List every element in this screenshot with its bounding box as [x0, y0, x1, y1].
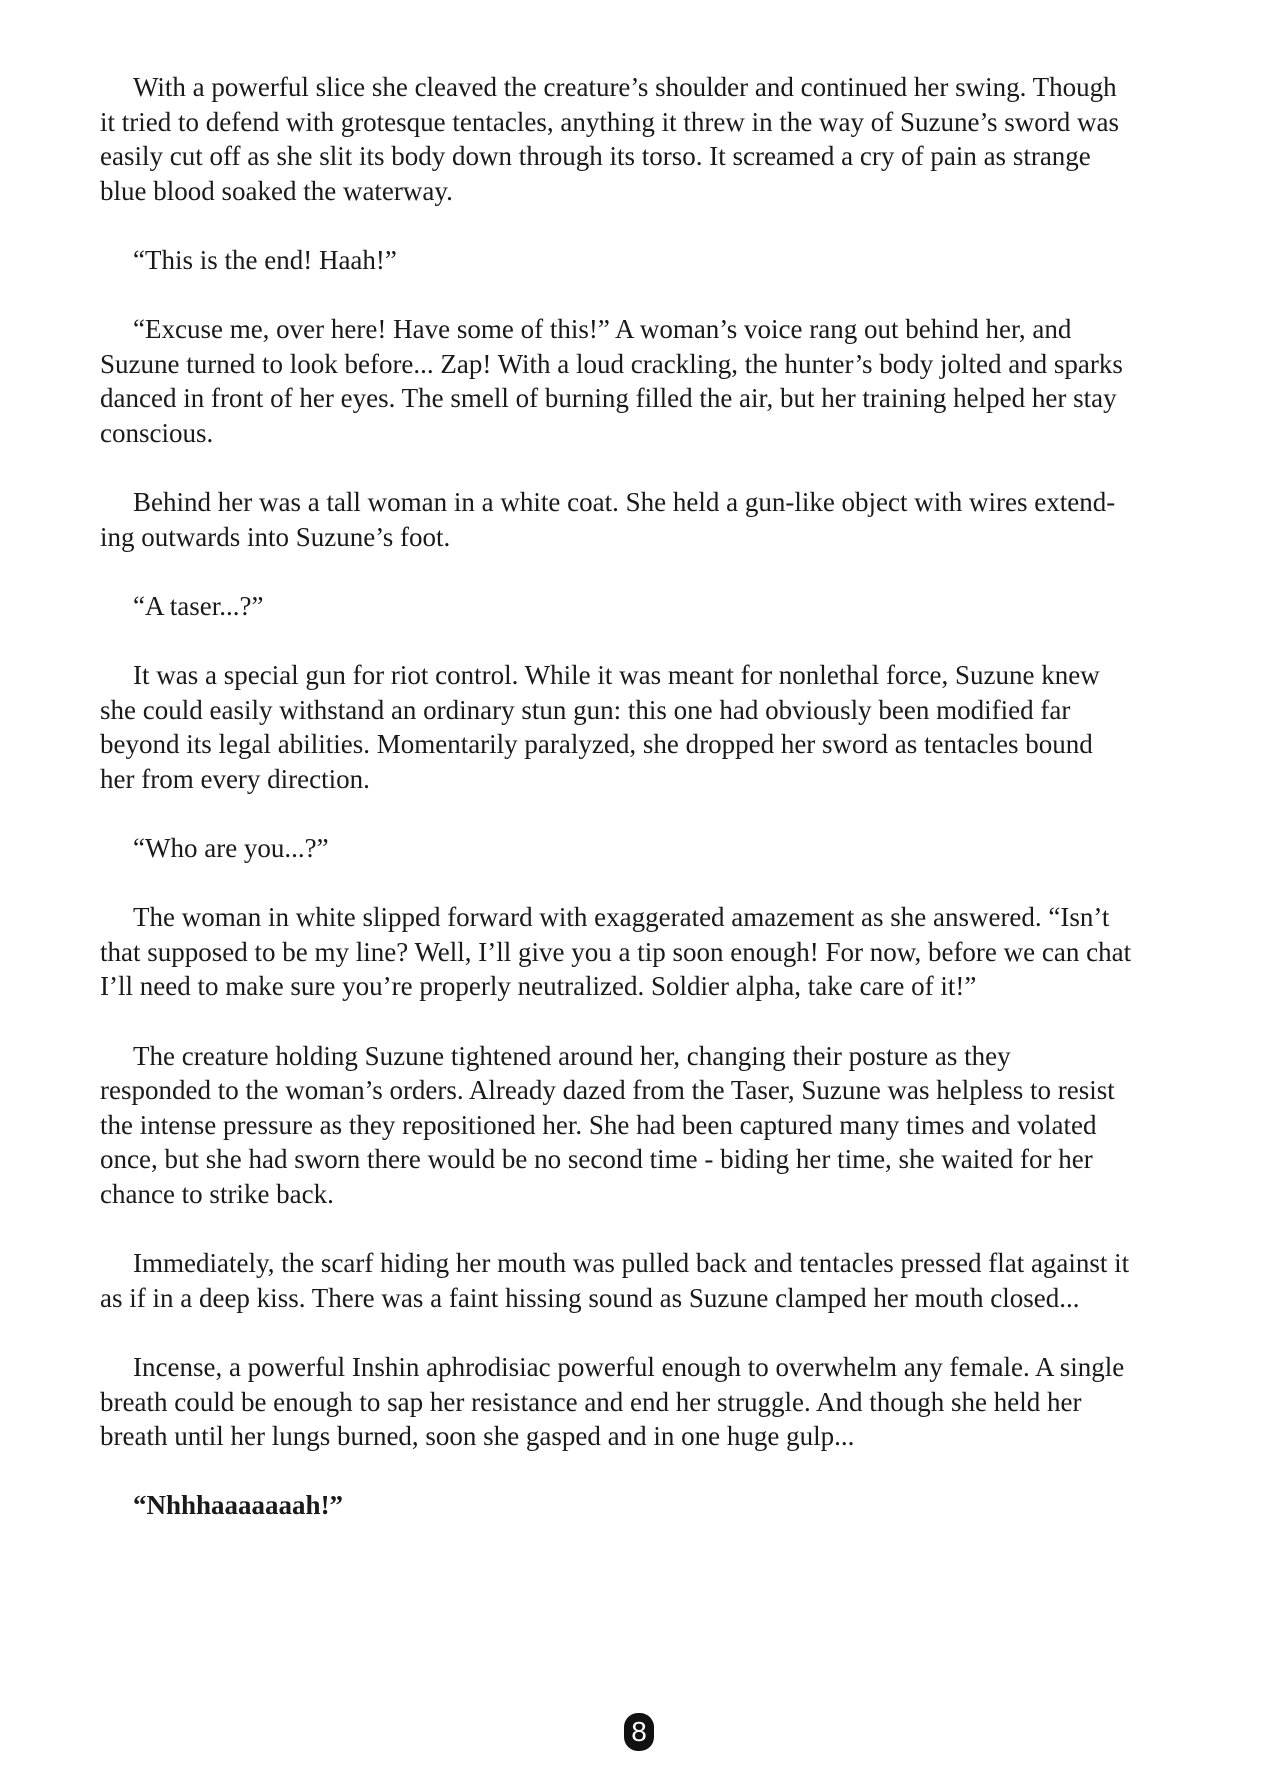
text-line: once, but she had sworn there would be no second time - biding her time, she waited for her: [100, 1144, 1093, 1175]
text-line: as if in a deep kiss. There was a faint hissing sound as Suzune clamped her mouth closed...: [100, 1282, 1080, 1313]
text-line: “A taser...?”: [133, 590, 264, 621]
text-line: ing outwards into Suzune’s foot.: [100, 521, 451, 552]
text-line: beyond its legal abilities. Momentarily paralyzed, she dropped her sword as tentacles bound: [100, 729, 1093, 760]
paragraph: [100, 312, 1200, 450]
text-line: The woman in white slipped forward with exaggerated amazement as she answered. “Isn’t: [133, 902, 1110, 933]
text-line: breath until her lungs burned, soon she gasped and in one huge gulp...: [100, 1421, 855, 1452]
text-line: her from every direction.: [100, 763, 370, 794]
paragraph: [100, 1350, 1200, 1454]
paragraph: [100, 70, 1200, 208]
text-line: Immediately, the scarf hiding her mouth was pulled back and tentacles pressed flat against it: [133, 1248, 1130, 1279]
paragraph: [100, 485, 1200, 554]
text-line: she could easily withstand an ordinary stun gun: this one had obviously been modified far: [100, 694, 1071, 725]
paragraph: [100, 1039, 1200, 1212]
text-line: “This is the end! Haah!”: [133, 244, 397, 275]
paragraph: [100, 243, 1200, 278]
text-line: With a powerful slice she cleaved the creature’s shoulder and continued her swing. Though: [133, 72, 1117, 102]
page-body: [100, 70, 1200, 1558]
text-line: Suzune turned to look before... Zap! With a loud crackling, the hunter’s body jolted and sparks: [100, 348, 1123, 379]
text-line: Behind her was a tall woman in a white coat. She held a gun-like object with wires extend-: [133, 487, 1116, 518]
text-line: “Who are you...?”: [133, 833, 329, 864]
paragraph: [100, 1488, 1200, 1523]
text-line: the intense pressure as they repositioned her. She had been captured many times and volated: [100, 1109, 1097, 1140]
paragraph: [100, 1246, 1200, 1315]
text-line: easily cut off as she slit its body down through its torso. It screamed a cry of pain as strange: [100, 141, 1091, 172]
text-line: I’ll need to make sure you’re properly neutralized. Soldier alpha, take care of it!”: [100, 971, 977, 1002]
text-line: “Excuse me, over here! Have some of this!” A woman’s voice rang out behind her, and: [133, 314, 1072, 345]
text-line: Incense, a powerful Inshin aphrodisiac powerful enough to overwhelm any female. A single: [133, 1351, 1125, 1382]
text-line: “Nhhhaaaaaaah!”: [133, 1490, 344, 1521]
text-line: danced in front of her eyes. The smell of burning filled the air, but her training helped her stay: [100, 383, 1117, 414]
paragraph: [100, 658, 1200, 796]
text-line: responded to the woman’s orders. Already dazed from the Taser, Suzune was helpless to resist: [100, 1075, 1115, 1106]
page-number: 8: [624, 1713, 654, 1751]
text-line: that supposed to be my line? Well, I’ll give you a tip soon enough! For now, before we can chat: [100, 936, 1132, 967]
text-line: breath could be enough to sap her resistance and end her struggle. And though she held her: [100, 1386, 1082, 1417]
text-line: It was a special gun for riot control. While it was meant for nonlethal force, Suzune knew: [133, 660, 1100, 691]
text-line: blue blood soaked the waterway.: [100, 175, 453, 206]
text-line: it tried to defend with grotesque tentacles, anything it threw in the way of Suzune’s sword was: [100, 106, 1120, 137]
paragraph: [100, 831, 1200, 866]
text-line: chance to strike back.: [100, 1179, 334, 1209]
paragraph: [100, 589, 1200, 624]
text-line: conscious.: [100, 417, 214, 448]
text-line: The creature holding Suzune tightened around her, changing their posture as they: [133, 1040, 1011, 1071]
paragraph: [100, 900, 1200, 1004]
